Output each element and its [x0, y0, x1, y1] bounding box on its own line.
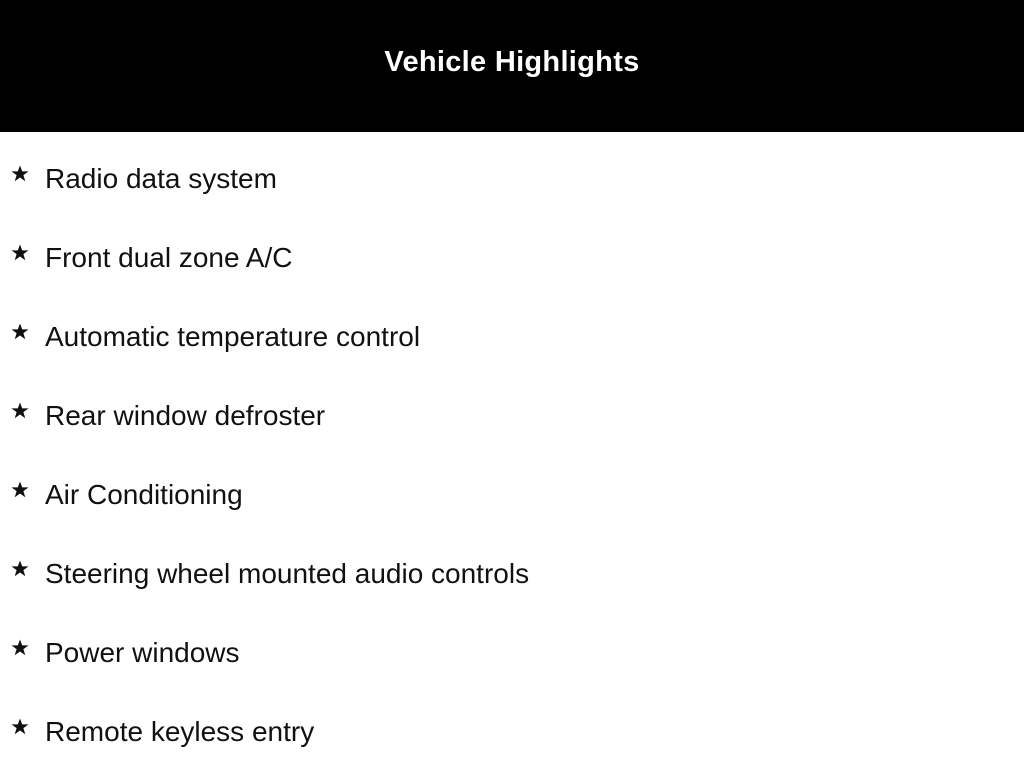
list-item: [0, 551, 1024, 591]
list-item: [0, 393, 1024, 433]
list-item: [0, 235, 1024, 275]
star-icon: [10, 638, 30, 658]
list-item-label: Steering wheel mounted audio controls: [45, 558, 530, 589]
list-item-label: Front dual zone A/C: [45, 242, 293, 273]
list-item: [0, 314, 1024, 354]
star-icon: [10, 559, 30, 579]
list-item-label: Radio data system: [45, 163, 277, 194]
list-item: [0, 709, 1024, 749]
list-item-label: Rear window defroster: [45, 400, 326, 431]
list-item-label: Power windows: [45, 637, 240, 668]
star-icon: [10, 164, 30, 184]
header-banner: [0, 0, 1024, 132]
star-icon: [10, 243, 30, 263]
page-title: Vehicle Highlights: [384, 45, 640, 78]
list-item: [0, 472, 1024, 512]
list-item-label: Air Conditioning: [45, 479, 243, 510]
list-item-label: Automatic temperature control: [45, 321, 421, 352]
star-icon: [10, 717, 30, 737]
list-item: [0, 156, 1024, 196]
star-icon: [10, 322, 30, 342]
list-item: [0, 630, 1024, 670]
star-icon: [10, 401, 30, 421]
star-icon: [10, 480, 30, 500]
list-item-label: Remote keyless entry: [45, 716, 315, 747]
